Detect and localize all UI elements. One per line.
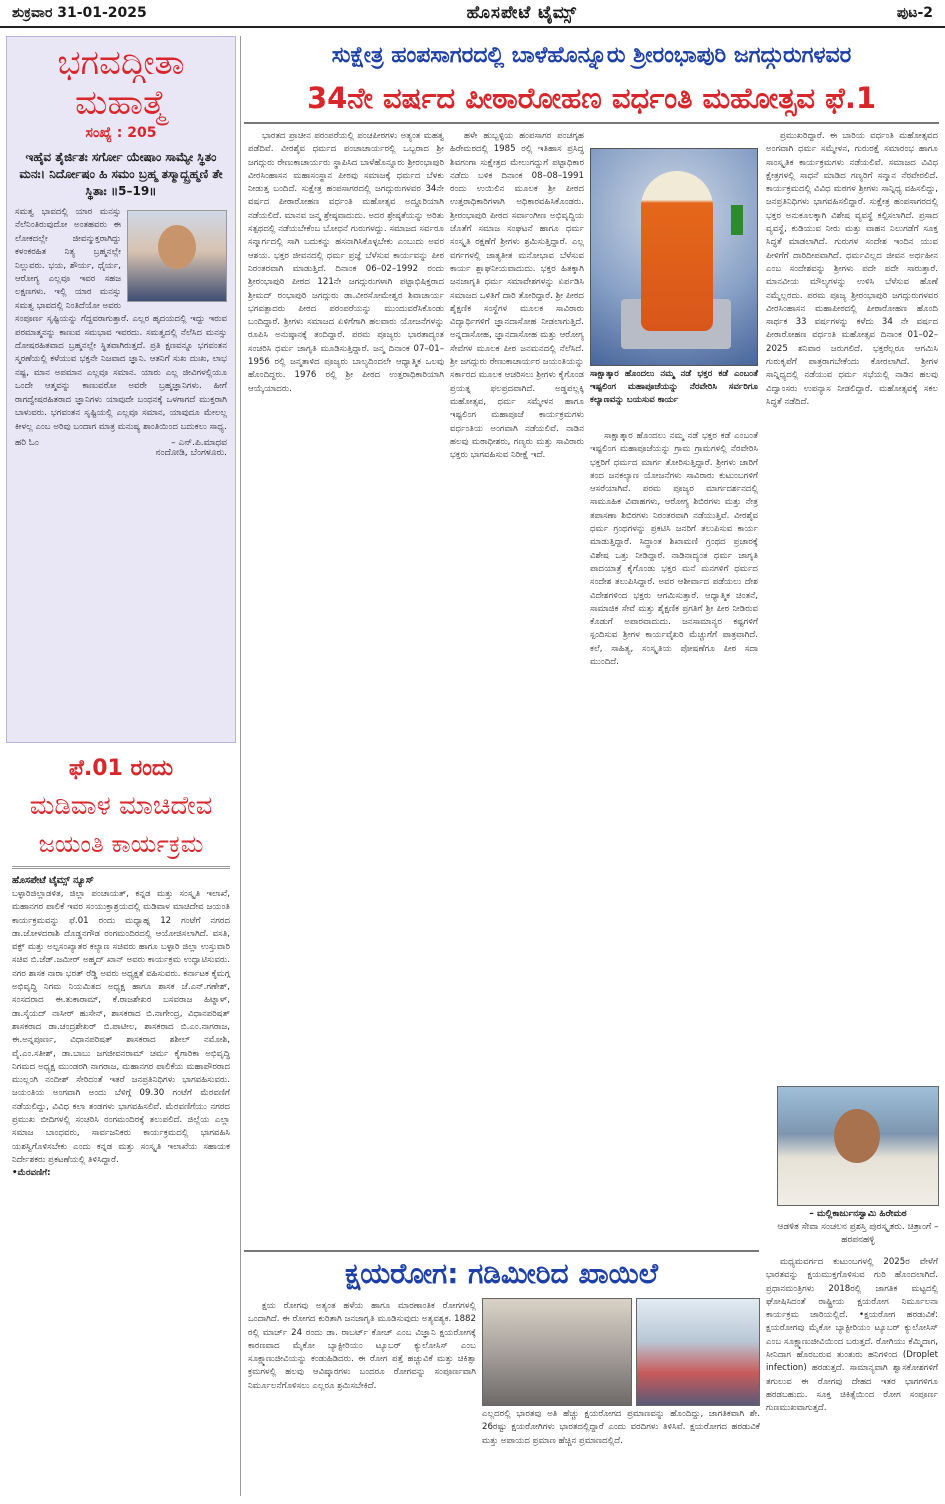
lead-column-1-text: ಭಾರತದ ಪ್ರಾಚೀನ ಪರಂಪರೆಯಲ್ಲಿ ಪಂಚಪೀಠಗಳು ಅತ್ಯಂತ ಮಹತ್ವ ಪಡೆದಿವೆ. ವೀರಶೈವ ಧರ್ಮದ ಪಂಚಾಚಾರ್ಯರಲ್ಲಿ ಒಬ್ಬರಾದ ಶ್ರೀ ಜಗದ್ಗುರು ರೇಣುಕಾಚಾರ್ಯರು ಸ್ಥಾಪಿಸಿದ ಬಾಳೆಹೊನ್ನೂರು ಶ್ರೀರಂಭಾಪುರಿ ವೀರಸಿಂಹಾಸನ ಮಹಾಸಂಸ್ಥಾನ ಪೀಠವು ಸಮಾಜಕ್ಕೆ ಧರ್ಮದ ಬೆಳಕು ನೀಡುತ್ತ ಬಂದಿದೆ. ಸುಕ್ಷೇತ್ರ ಹಂಪಸಾಗರದಲ್ಲಿ ಜಗದ್ಗುರುಗಳವರ 34ನೇ ವರ್ಷದ ಪೀಠಾರೋಹಣ ವರ್ಧಂತಿ ಮಹೋತ್ಸವ ಅದ್ದೂರಿಯಾಗಿ ನಡೆಯಲಿದೆ. ಮಾನವ ಜನ್ಮ ಶ್ರೇಷ್ಠವಾದುದು. ಅದರ ಶ್ರೇಷ್ಠತೆಯನ್ನು ಅರಿತು ಸತ್ಪಥದಲ್ಲಿ ನಡೆಯಬೇಕೆಂಬ ಬೋಧನೆ ಗುರುಗಳದ್ದು. ಸಮಾಜದ ಸರ್ವರೂ ಸನ್ಮಾರ್ಗದಲ್ಲಿ ಸಾಗಿ ಬದುಕನ್ನು ಹಸನಾಗಿಸಿಕೊಳ್ಳಬೇಕು ಎಂಬುದು ಅವರ ಆಶಯ. ಭಕ್ತರ ಜೀವನದಲ್ಲಿ ಧರ್ಮ ಪ್ರಜ್ಞೆ ಬೆಳೆಸುವ ಕಾರ್ಯವನ್ನು ಪೀಠ ನಿರಂತರವಾಗಿ ಮಾಡುತ್ತಿದೆ. ದಿನಾಂಕ 06–02–1992 ರಂದು ಶ್ರೀರಂಭಾಪುರಿ ಪೀಠದ 121ನೇ ಜಗದ್ಗುರುಗಳಾಗಿ ಪಟ್ಟಾಭಿಷಿಕ್ತರಾದ ಶ್ರೀಮದ್ ರಂಭಾಪುರಿ ಜಗದ್ಗುರು ಡಾ.ವೀರಸೋಮೇಶ್ವರ ಶಿವಾಚಾರ್ಯ ಭಗವತ್ಪಾದರು ಪೀಠದ ಪರಂಪರೆಯನ್ನು ಮುಂದುವರೆಸಿಕೊಂಡು ಬಂದಿದ್ದಾರೆ. ಶ್ರೀಗಳು ಸಮಾಜದ ಏಳಿಗೆಗಾಗಿ ಹಲವಾರು ಯೋಜನೆಗಳನ್ನು ರೂಪಿಸಿ ಅನುಷ್ಠಾನಕ್ಕೆ ತಂದಿದ್ದಾರೆ. ಪರಮ ಪೂಜ್ಯರು ಭಾರತಾದ್ಯಂತ ಸಂಚರಿಸಿ ಧರ್ಮ ಜಾಗೃತಿ ಮೂಡಿಸುತ್ತಿದ್ದಾರೆ. ಜನ್ಮ ದಿನಾಂಕ 07–01–1956 ರಲ್ಲಿ ಜನ್ಮತಾಳಿದ ಪೂಜ್ಯರು ಬಾಲ್ಯದಿಂದಲೇ ಆಧ್ಯಾತ್ಮಿಕ ಒಲವು ಹೊಂದಿದ್ದರು. 1976 ರಲ್ಲಿ ಶ್ರೀ ಪೀಠದ ಉತ್ತರಾಧಿಕಾರಿಯಾಗಿ ಆಯ್ಕೆಯಾದರು.: [248, 131, 444, 394]
tb-photo-caption: ಎಲ್ಲದರಲ್ಲಿ ಭಾರತವು ಅತಿ ಹೆಚ್ಚು ಕ್ಷಯರೋಗದ ಪ್ರಮಾಣವನ್ನು ಹೊಂದಿದ್ದು, ಜಾಗತಿಕವಾಗಿ ಶೇ. 26ರಷ್ಟು ಕ್ಷಯರೋಗಿಗಳು ಭಾರತದಲ್ಲಿದ್ದಾರೆ ಎಂದು ವರದಿಗಳು ತಿಳಿಸಿವೆ. ಕ್ಷಯರೋಗದ ಹರಡುವಿಕೆ ಮತ್ತು ಅಪಾಯದ ಪ್ರಮಾಣ ಹೆಚ್ಚಿನ ಪ್ರಮಾಣದಲ್ಲಿದೆ.: [482, 1409, 760, 1446]
tb-column-1: [248, 1300, 476, 1496]
gita-author: – ಎನ್.ಪಿ.ಮಾಧವ: [171, 437, 227, 448]
swami-photo: [590, 148, 758, 366]
gita-signature: [15, 438, 227, 458]
madivala-title-line3: ಜಯಂತಿ ಕಾರ್ಯಕ್ರಮ: [12, 826, 230, 869]
mallikarjuna-photo: [777, 1086, 939, 1206]
gita-title-line2: ಮಹಾತ್ಮೆ: [75, 83, 167, 123]
madivala-body: ಬಳ್ಳಾರಿಜಿಲ್ಲಾಡಳಿತ, ಜಿಲ್ಲಾ ಪಂಚಾಯತ್, ಕನ್ನಡ ಮತ್ತು ಸಂಸ್ಕೃತಿ ಇಲಾಖೆ, ಮಹಾನಗರ ಪಾಲಿಕೆ ಇವರ ಸಂಯುಕ್ತಾಶ್ರಯದಲ್ಲಿ ಮಡಿವಾಳ ಮಾಚಿದೇವ ಜಯಂತಿ ಕಾರ್ಯಕ್ರಮವನ್ನು ಫೆ.01 ರಂದು ಮಧ್ಯಾಹ್ನ 12 ಗಂಟೆಗೆ ನಗರದ ಡಾ.ಜೋಳದರಾಶಿ ದೊಡ್ಡನಗೌಡ ರಂಗಮಂದಿರದಲ್ಲಿ ಆಯೋಜಿಸಲಾಗಿದೆ. ವಸತಿ, ವಕ್ಫ್ ಮತ್ತು ಅಲ್ಪಸಂಖ್ಯಾತರ ಕಲ್ಯಾಣ ಸಚಿವರು ಹಾಗೂ ಬಳ್ಳಾರಿ ಜಿಲ್ಲಾ ಉಸ್ತುವಾರಿ ಸಚಿವ ಬಿ.ಜೆಡ್.ಜಮೀರ್ ಅಹ್ಮದ್ ಖಾನ್ ಅವರು ಕಾರ್ಯಕ್ರಮ ಉದ್ಘಾಟಿಸುವರು. ನಗರ ಶಾಸಕ ನಾರಾ ಭರತ್ ರೆಡ್ಡಿ ಅವರು ಅಧ್ಯಕ್ಷತೆ ವಹಿಸುವರು. ಕರ್ನಾಟಕ ಕೈಮಗ್ಗ ಅಭಿವೃದ್ಧಿ ನಿಗಮ ನಿಯಮಿತದ ಅಧ್ಯಕ್ಷ ಹಾಗೂ ಶಾಸಕ ಜೆ.ಎನ್.ಗಣೇಶ್, ಸಂಸದರಾದ ಈ.ತುಕಾರಾಮ್, ಕೆ.ರಾಜಶೇಖರ ಬಸವರಾಜ ಹಿಟ್ನಾಳ್, ಡಾ.ಸೈಯದ್ ನಾಸೀರ್ ಹುಸೇನ್, ಶಾಸಕರಾದ ಬಿ.ನಾಗೇಂದ್ರ, ವಿಧಾನಪರಿಷತ್ ಶಾಸಕರಾದ ಡಾ.ಚಂದ್ರಶೇಖರ್ ಬಿ.ಪಾಟೀಲ, ಶಾಸಕರಾದ ಬಿ.ಎಂ.ನಾಗರಾಜ, ಈ.ಅನ್ನಪೂರ್ಣ, ವಿಧಾನಪರಿಷತ್ ಶಾಸಕರಾದ ಶಶೀಲ್ ನಮೋಶಿ, ವೈ.ಎಂ.ಸತೀಶ್, ಡಾ.ಬಾಬು ಜಗಜೀವನರಾಮ್ ಚರ್ಮ ಕೈಗಾರಿಕಾ ಅಭಿವೃದ್ಧಿ ನಿಗಮದ ಅಧ್ಯಕ್ಷ ಮುಂಡರಗಿ ನಾಗರಾಜ, ಮಹಾನಗರ ಪಾಲಿಕೆಯ ಮಹಾಪೌರರಾದ ಮುಲ್ಲಂಗಿ ನಂದೀಶ್ ಸೇರಿದಂತೆ ಇತರೆ ಜನಪ್ರತಿನಿಧಿಗಳು ಭಾಗವಹಿಸುವರು. ಜಯಂತಿಯ ಅಂಗವಾಗಿ ಅಂದು ಬೆಳಿಗ್ಗೆ 09.30 ಗಂಟೆಗೆ ಮೆರವಣಿಗೆ ನಡೆಯಲಿದ್ದು, ವಿವಿಧ ಕಲಾ ತಂಡಗಳು ಭಾಗವಹಿಸಲಿವೆ. ಮೆರವಣಿಗೆಯು ನಗರದ ಪ್ರಮುಖ ಬೀದಿಗಳಲ್ಲಿ ಸಂಚರಿಸಿ ರಂಗಮಂದಿರಕ್ಕೆ ತಲುಪಲಿದೆ. ಜಿಲ್ಲೆಯ ಎಲ್ಲಾ ಸಮಾಜ ಬಾಂಧವರು, ಸಾರ್ವಜನಿಕರು ಕಾರ್ಯಕ್ರಮದಲ್ಲಿ ಭಾಗವಹಿಸಿ ಯಶಸ್ವಿಗೊಳಿಸಬೇಕು ಎಂದು ಕನ್ನಡ ಮತ್ತು ಸಂಸ್ಕೃತಿ ಇಲಾಖೆಯ ಸಹಾಯಕ ನಿರ್ದೇಶಕರು ಪ್ರಕಟಣೆಯಲ್ಲಿ ತಿಳಿಸಿದ್ದಾರೆ.: [12, 889, 230, 1165]
gita-sloka: ಇಹೈವ ತೈರ್ಜಿತಃ ಸರ್ಗೋ ಯೇಷಾಂ ಸಾಮ್ಯೇ ಸ್ಥಿತಂ ಮನಃ। ನಿರ್ದೋಷಂ ಹಿ ಸಮಂ ಬ್ರಹ್ಮ ತಸ್ಮಾದ್ಬ್ರಹ್ಮಣಿ ತೇ ಸ್ಥಿತಾಃ ॥5–19॥: [19, 150, 223, 198]
lead-column-1: [248, 130, 444, 1245]
madivala-article: [6, 752, 236, 1492]
mallikarjuna-name: – ಮಲ್ಲಿಕಾರ್ಜುನಸ್ವಾಮಿ ಹಿರೇಮಠ: [809, 1209, 907, 1219]
madivala-title-line1: ಫೆ.01 ರಂದು: [68, 756, 174, 781]
masthead: ಹೊಸಪೇಟೆ ಟೈಮ್ಸ್: [466, 3, 578, 23]
column-divider: [240, 36, 241, 1496]
lead-column-3-text: ಸಾಕ್ಷಾತ್ಕಾರ ಹೊಂದಲು ನಮ್ಮ ನಡೆ ಭಕ್ತರ ಕಡೆ ಎಂಬಂತೆ ಇಷ್ಟಲಿಂಗ ಮಹಾಪೂಜೆಯನ್ನು ಗ್ರಾಮ ಗ್ರಾಮಗಳಲ್ಲಿ ನೆರವೇರಿಸಿ ಭಕ್ತರಿಗೆ ಧರ್ಮದ ಮಾರ್ಗ ತೋರಿಸುತ್ತಿದ್ದಾರೆ. ಶ್ರೀಗಳು ಜಾರಿಗೆ ತಂದ ಜನಕಲ್ಯಾಣ ಯೋಜನೆಗಳು ಸಾವಿರಾರು ಕುಟುಂಬಗಳಿಗೆ ಆಸರೆಯಾಗಿವೆ. ಪರಮ ಪೂಜ್ಯರ ಮಾರ್ಗದರ್ಶನದಲ್ಲಿ ಸಾಮೂಹಿಕ ವಿವಾಹಗಳು, ಆರೋಗ್ಯ ಶಿಬಿರಗಳು ಮತ್ತು ನೇತ್ರ ತಪಾಸಣಾ ಶಿಬಿರಗಳು ನಿರಂತರವಾಗಿ ನಡೆಯುತ್ತಿವೆ. ವೀರಶೈವ ಧರ್ಮ ಗ್ರಂಥಗಳನ್ನು ಪ್ರಕಟಿಸಿ ಜನರಿಗೆ ತಲುಪಿಸುವ ಕಾರ್ಯ ಮಾಡುತ್ತಿದ್ದಾರೆ. ಸಿದ್ಧಾಂತ ಶಿಖಾಮಣಿ ಗ್ರಂಥದ ಪ್ರಚಾರಕ್ಕೆ ವಿಶೇಷ ಒತ್ತು ನೀಡಿದ್ದಾರೆ. ನಾಡಿನಾದ್ಯಂತ ಧರ್ಮ ಜಾಗೃತಿ ಪಾದಯಾತ್ರೆ ಕೈಗೊಂಡು ಭಕ್ತರ ಮನೆ ಮನಗಳಿಗೆ ಧರ್ಮದ ಸಂದೇಶ ತಲುಪಿಸಿದ್ದಾರೆ. ಅವರ ಆಶೀರ್ವಾದ ಪಡೆಯಲು ದೇಶ ವಿದೇಶಗಳಿಂದ ಭಕ್ತರು ಆಗಮಿಸುತ್ತಾರೆ. ಆಧ್ಯಾತ್ಮಿಕ ಚಿಂತನೆ, ಸಾಮಾಜಿಕ ಸೇವೆ ಮತ್ತು ಶೈಕ್ಷಣಿಕ ಪ್ರಗತಿಗೆ ಶ್ರೀ ಪೀಠ ನೀಡಿರುವ ಕೊಡುಗೆ ಅಪಾರವಾದುದು. ಜನಸಾಮಾನ್ಯರ ಕಷ್ಟಗಳಿಗೆ ಸ್ಪಂದಿಸುವ ಶ್ರೀಗಳ ಕಾರ್ಯವೈಖರಿ ಮೆಚ್ಚುಗೆಗೆ ಪಾತ್ರವಾಗಿದೆ. ಕಲೆ, ಸಾಹಿತ್ಯ, ಸಂಸ್ಕೃತಿಯ ಪೋಷಣೆಗೂ ಪೀಠ ಸದಾ ಮುಂದಿದೆ.: [590, 431, 758, 668]
tb-meeting-photo: [482, 1298, 632, 1406]
lead-headline: [244, 36, 939, 124]
swami-photo-caption: ಸಾಕ್ಷಾತ್ಕಾರ ಹೊಂದಲು ನಮ್ಮ ನಡೆ ಭಕ್ತರ ಕಡೆ ಎಂಬಂತೆ ಇಷ್ಟಲಿಂಗ ಮಹಾಪೂಜೆಯನ್ನು ನೆರವೇರಿಸಿ ಸರ್ವರಿಗೂ ಕಲ್ಯಾಣವನ್ನು ಬಯಸುವ ಕಾರ್ಯ: [590, 369, 758, 405]
madivala-dateline: ಹೊಸಪೇಟೆ ಟೈಮ್ಸ್ ನ್ಯೂಸ್: [12, 875, 94, 886]
lead-column-4-text: ಪ್ರಮುಖರಿದ್ದಾರೆ. ಈ ಬಾರಿಯ ವರ್ಧಂತಿ ಮಹೋತ್ಸವದ ಅಂಗವಾಗಿ ಧರ್ಮ ಸಮ್ಮೇಳನ, ಗುರುರಕ್ಷೆ ಸಮಾರಂಭ ಹಾಗೂ ಸಾಂಸ್ಕೃತಿಕ ಕಾರ್ಯಕ್ರಮಗಳು ನಡೆಯಲಿವೆ. ಸಮಾಜದ ವಿವಿಧ ಕ್ಷೇತ್ರಗಳಲ್ಲಿ ಸಾಧನೆ ಮಾಡಿದ ಗಣ್ಯರಿಗೆ ಸನ್ಮಾನ ನೆರವೇರಲಿದೆ. ಕಾರ್ಯಕ್ರಮದಲ್ಲಿ ವಿವಿಧ ಮಠಗಳ ಶ್ರೀಗಳು ಸಾನ್ನಿಧ್ಯ ವಹಿಸಲಿದ್ದು, ಜನಪ್ರತಿನಿಧಿಗಳು ಭಾಗವಹಿಸಲಿದ್ದಾರೆ. ಸುಕ್ಷೇತ್ರ ಹಂಪಸಾಗರದಲ್ಲಿ ಭಕ್ತರ ಅನುಕೂಲಕ್ಕಾಗಿ ವಿಶೇಷ ವ್ಯವಸ್ಥೆ ಕಲ್ಪಿಸಲಾಗಿದೆ. ಪ್ರಸಾದ ವ್ಯವಸ್ಥೆ, ಕುಡಿಯುವ ನೀರು ಮತ್ತು ವಾಹನ ನಿಲುಗಡೆಗೆ ಸೂಕ್ತ ಸಿದ್ಧತೆ ಮಾಡಲಾಗಿದೆ. ಗುರುಗಳ ಸಂದೇಶ ಇಂದಿನ ಯುವ ಪೀಳಿಗೆಗೆ ದಾರಿದೀಪವಾಗಿದೆ. ಧರ್ಮವಿಲ್ಲದ ಜೀವನ ಅರ್ಥಹೀನ ಎಂಬ ಸಂದೇಶವನ್ನು ಶ್ರೀಗಳು ಪದೇ ಪದೇ ಸಾರುತ್ತಾರೆ. ಮಾನವೀಯ ಮೌಲ್ಯಗಳನ್ನು ಉಳಿಸಿ ಬೆಳೆಸುವ ಹೊಣೆ ನಮ್ಮೆಲ್ಲರದು. ಪರಮ ಪೂಜ್ಯ ಶ್ರೀರಂಭಾಪುರಿ ಜಗದ್ಗುರುಗಳವರ ವೀರಸಿಂಹಾಸನ ಮಹಾಪೀಠದಲ್ಲಿ ಪೀಠಾರೋಹಣ ಹೊಂದಿ ಸಾರ್ಥಕ 33 ವರ್ಷಗಳನ್ನು ಕಳೆದು 34 ನೇ ವರ್ಷದ ಪೀಠಾರೋಹಣ ವರ್ಧಂತಿ ಮಹೋತ್ಸವ ದಿನಾಂಕ 01–02–2025 ಶನಿವಾರ ಜರುಗಲಿದೆ. ಭಕ್ತರೆಲ್ಲರೂ ಆಗಮಿಸಿ ಗುರುಕೃಪೆಗೆ ಪಾತ್ರರಾಗಬೇಕೆಂದು ಕೋರಲಾಗಿದೆ. ಶ್ರೀಗಳ ಸಾನ್ನಿಧ್ಯದಲ್ಲಿ ನಡೆಯುವ ಧರ್ಮ ಸಭೆಯಲ್ಲಿ ನಾಡಿನ ಹಲವು ವಿದ್ವಾಂಸರು ಉಪನ್ಯಾಸ ನೀಡಲಿದ್ದಾರೆ. ಮಹೋತ್ಸವಕ್ಕೆ ಸಕಲ ಸಿದ್ಧತೆ ನಡೆದಿದೆ.: [766, 131, 938, 407]
issue-date: ಶುಕ್ರವಾರ 31-01-2025: [12, 5, 147, 21]
tb-column-1-text: ಕ್ಷಯ ರೋಗವು ಅತ್ಯಂತ ಹಳೆಯ ಹಾಗೂ ಮಾರಣಾಂತಿಕ ರೋಗಗಳಲ್ಲಿ ಒಂದಾಗಿದೆ. ಈ ರೋಗದ ಕುರಿತಾಗಿ ಜನಜಾಗೃತಿ ಮೂಡಿಸುವುದು ಅತ್ಯವಶ್ಯಕ. 1882 ರಲ್ಲಿ ಮಾರ್ಚ್ 24 ರಂದು ಡಾ. ರಾಬರ್ಟ್ ಕೋಚ್ ಎಂಬ ವಿಜ್ಞಾನಿ ಕ್ಷಯರೋಗಕ್ಕೆ ಕಾರಣವಾದ ಮೈಕೋ ಬ್ಯಾಕ್ಟೀರಿಯಂ ಟ್ಯೂಬರ್ ಕ್ಯುಲೋಸಿಸ್ ಎಂಬ ಸೂಕ್ಷ್ಮಾಣುಜೀವಿಯನ್ನು ಕಂಡುಹಿಡಿದರು. ಈ ರೋಗ ಪತ್ತೆ ಹಚ್ಚುವಿಕೆ ಮತ್ತು ಚಿಕಿತ್ಸಾ ಕ್ರಮಗಳಲ್ಲಿ ಹಲವು ಆವಿಷ್ಕಾರಗಳು ಬಂದರೂ ರೋಗವನ್ನು ಸಂಪೂರ್ಣವಾಗಿ ನಿರ್ಮೂಲನೆಗೊಳಿಸಲು ಎಲ್ಲರೂ ಶ್ರಮಿಸಬೇಕಿದೆ.: [248, 1301, 476, 1391]
mallikarjuna-caption: [777, 1208, 939, 1247]
lead-title: 34ನೇ ವರ್ಷದ ಪೀಠಾರೋಹಣ ವರ್ಧಂತಿ ಮಹೋತ್ಸವ ಫೆ.1: [306, 81, 877, 115]
tb-column-2: [766, 1256, 938, 1496]
author-photo: [127, 210, 227, 302]
mallikarjuna-role: ಆಡಳಿತ ಸೇವಾ ಸಂಚಲನ ಪ್ರಶಸ್ತಿ ಪುರಸ್ಕೃತರು. ಚಿತ್ರಾಂಗೆ – ಹರಪನಹಳ್ಳಿ: [777, 1222, 939, 1245]
gita-place: ನಂದೋಡಿ, ಬೆಂಗಳೂರು.: [155, 447, 227, 458]
tb-title: ಕ್ಷಯರೋಗ: ಗಡಿಮೀರಿದ ಖಾಯಿಲೆ: [244, 1250, 759, 1294]
gita-title-line1: ಭಗವದ್ಗೀತಾ: [57, 43, 185, 83]
tb-poster-photo: [636, 1298, 760, 1406]
gita-body: ಸಮತ್ವ ಭಾವದಲ್ಲಿ ಯಾರ ಮನಸ್ಸು ನೆಲೆನಿಂತಿರುವುದೋ ಅಂತಹವರು ಈ ಲೋಕದಲ್ಲೇ ಜೀವನ್ಮುಕ್ತರಾಗಿದ್ದು ಕಳಂಕರಹಿತ ನಿತ್ಯ ಬ್ರಹ್ಮನಲ್ಲೇ ನಿಲ್ಲುವರು. ಭಯ, ಶೌರ್ಯ, ಧೈರ್ಯ, ಆರೋಗ್ಯ ಎಲ್ಲವೂ ಇವರ ಸಹಜ ಲಕ್ಷಣಗಳು. ಇಲ್ಲಿ ಯಾರ ಮನಸ್ಸು ಸಮತ್ವ ಭಾವದಲ್ಲಿ ನಿಂತಿದೆಯೋ ಅವರು ಸಂಪೂರ್ಣ ಸೃಷ್ಟಿಯನ್ನು ಗೆದ್ದವರಾಗುತ್ತಾರೆ. ಎಲ್ಲರ ಹೃದಯದಲ್ಲಿ ಇದ್ದು ಇರುವ ಪರಮಾತ್ಮನನ್ನು ಕಾಣುವ ಸಮಭಾವ ಇವರದು. ಸಮತ್ವದಲ್ಲಿ ನೆಲೆಸಿದ ಮನಸ್ಸು ದೋಷರಹಿತವಾದ ಬ್ರಹ್ಮನಲ್ಲೇ ಸ್ಥಿತವಾಗಿರುತ್ತದೆ. ಪ್ರತಿ ಕ್ಷಣವನ್ನೂ ಭಗವಂತನ ಸ್ಮರಣೆಯಲ್ಲಿ ಕಳೆಯುವ ಭಕ್ತನೇ ನಿಜವಾದ ಜ್ಞಾನಿ. ಆತನಿಗೆ ಸುಖ ದುಃಖ, ಲಾಭ ನಷ್ಟ, ಮಾನ ಅಪಮಾನ ಎಲ್ಲವೂ ಸಮಾನ. ಯಾರು ಎಲ್ಲ ಜೀವಿಗಳಲ್ಲಿಯೂ ಒಂದೇ ಆತ್ಮವನ್ನು ಕಾಣುವರೋ ಅವರೇ ಬ್ರಹ್ಮಜ್ಞಾನಿಗಳು. ಹೀಗೆ ರಾಗದ್ವೇಷರಹಿತರಾದ ಜ್ಞಾನಿಗಳು ಯಾವುದೇ ಬಂಧನಕ್ಕೆ ಒಳಗಾಗದೆ ಮುಕ್ತರಾಗಿ ಬಾಳುವರು. ಭಗವಂತನ ಸೃಷ್ಟಿಯಲ್ಲಿ ಎಲ್ಲವೂ ಸಮಾನ, ಯಾವುದೂ ಮೇಲಲ್ಲ ಕೀಳಲ್ಲ ಎಂಬ ಅರಿವು ಬಂದಾಗ ಮಾತ್ರ ಮನುಷ್ಯ ಶಾಂತಿಯಿಂದ ಬದುಕಲು ಸಾಧ್ಯ.: [15, 207, 227, 432]
lead-column-4: [766, 130, 938, 1080]
lead-kicker: ಸುಕ್ಷೇತ್ರ ಹಂಪಸಾಗರದಲ್ಲಿ ಬಾಳೆಹೊನ್ನೂರು ಶ್ರೀರಂಭಾಪುರಿ ಜಗದ್ಗುರುಗಳವರ: [331, 43, 852, 68]
gita-closing: ಹರಿ ಓಂ: [15, 437, 39, 448]
page-number: ಪುಟ-2: [896, 5, 933, 21]
lead-column-2-text: ಹಳೇ ಹುಬ್ಬಳ್ಳಿಯ ಹಂಪಸಾಗರ ಪಂಚಗೃಹ ಹಿರೇಮಠದಲ್ಲಿ 1985 ರಲ್ಲಿ ಇತಿಹಾಸ ಪ್ರಸಿದ್ಧ ಶಿವಗಂಗಾ ಸುಕ್ಷೇತ್ರದ ಮೇಲುಗದ್ದುಗೆ ಪಟ್ಟಾಧಿಕಾರ ನಡೆದು ಬಳಿಕ ದಿನಾಂಕ 08–08–1991 ರಂದು ಉಯಿಲಿನ ಮೂಲಕ ಶ್ರೀ ಪೀಠದ ಉತ್ತರಾಧಿಕಾರಿಗಳಾಗಿ ಅಧಿಕಾರವಹಿಸಿಕೊಂಡರು. ಶ್ರೀರಂಭಾಪುರಿ ಪೀಠದ ಸರ್ವಾಂಗೀಣ ಅಭಿವೃದ್ಧಿಯ ಜೊತೆಗೆ ಸಮಾಜ ಸಂಘಟನೆ ಹಾಗೂ ಧರ್ಮ ಸಂಸ್ಕೃತಿ ರಕ್ಷಣೆಗೆ ಶ್ರೀಗಳು ಶ್ರಮಿಸುತ್ತಿದ್ದಾರೆ. ಎಲ್ಲ ವರ್ಗಗಳಲ್ಲಿ ಜಾತ್ಯತೀತ ಮನೋಭಾವ ಬೆಳೆಸುವ ಕಾರ್ಯ ಶ್ಲಾಘನೀಯವಾದುದು. ಭಕ್ತರ ಹಿತಕ್ಕಾಗಿ ಜನಜಾಗೃತಿ ಧರ್ಮ ಸಮಾವೇಶಗಳನ್ನು ಏರ್ಪಡಿಸಿ ಸಮಾಜದ ಒಳಿತಿಗೆ ದಾರಿ ತೋರಿದ್ದಾರೆ. ಶ್ರೀ ಪೀಠದ ಶೈಕ್ಷಣಿಕ ಸಂಸ್ಥೆಗಳ ಮೂಲಕ ಸಾವಿರಾರು ವಿದ್ಯಾರ್ಥಿಗಳಿಗೆ ಜ್ಞಾನದಾಸೋಹ ನೀಡಲಾಗುತ್ತಿದೆ. ಅನ್ನದಾಸೋಹ, ಜ್ಞಾನದಾಸೋಹ ಮತ್ತು ಆರೋಗ್ಯ ಸೇವೆಗಳ ಮೂಲಕ ಪೀಠ ಜನಮನದಲ್ಲಿ ನೆಲೆಸಿದೆ. ಶ್ರೀ ಜಗದ್ಗುರು ರೇಣುಕಾಚಾರ್ಯರ ಜಯಂತಿಯನ್ನು ಸರ್ಕಾರದ ಮೂಲಕ ಆಚರಿಸಲು ಶ್ರೀಗಳು ಕೈಗೊಂಡ ಪ್ರಯತ್ನ ಫಲಪ್ರದವಾಗಿದೆ. ಅಡ್ಡಪಲ್ಲಕ್ಕಿ ಮಹೋತ್ಸವ, ಧರ್ಮ ಸಮ್ಮೇಳನ ಹಾಗೂ ಇಷ್ಟಲಿಂಗ ಮಹಾಪೂಜೆ ಕಾರ್ಯಕ್ರಮಗಳು ವರ್ಧಂತಿಯ ಅಂಗವಾಗಿ ನಡೆಯಲಿವೆ. ನಾಡಿನ ಹಲವು ಮಠಾಧೀಶರು, ಗಣ್ಯರು ಮತ್ತು ಸಾವಿರಾರು ಭಕ್ತರು ಭಾಗವಹಿಸುವ ನಿರೀಕ್ಷೆ ಇದೆ.: [450, 131, 584, 461]
tb-column-2-text: ಮಧ್ಯಮವರ್ಗದ ಕುಟುಂಬಗಳಲ್ಲಿ 2025ರ ವೇಳೆಗೆ ಭಾರತವನ್ನು ಕ್ಷಯಮುಕ್ತಗೊಳಿಸುವ ಗುರಿ ಹೊಂದಲಾಗಿದೆ. ಪ್ರಧಾನಮಂತ್ರಿಗಳು 2018ರಲ್ಲಿ ಜಾಗತಿಕ ಮಟ್ಟದಲ್ಲಿ ಘೋಷಿಸಿದಂತೆ ರಾಷ್ಟ್ರೀಯ ಕ್ಷಯರೋಗ ನಿರ್ಮೂಲನಾ ಕಾರ್ಯಕ್ರಮ ಜಾರಿಯಲ್ಲಿದೆ. •ಕ್ಷಯರೋಗ ಹರಡುವಿಕೆ: ಕ್ಷಯರೋಗವು ಮೈಕೋ ಬ್ಯಾಕ್ಟೀರಿಯಂ ಟ್ಯೂಬರ್ ಕ್ಯುಲೋಸಿಸ್ ಎಂಬ ಸೂಕ್ಷ್ಮಾಣುಜೀವಿಯಿಂದ ಬರುತ್ತದೆ. ರೋಗಿಯು ಕೆಮ್ಮಿದಾಗ, ಸೀನಿದಾಗ ಹೊರಬರುವ ತುಂತುರು ಹನಿಗಳಿಂದ (Droplet infection) ಹರಡುತ್ತದೆ. ಸಾಮಾನ್ಯವಾಗಿ ಶ್ವಾಸಕೋಶಗಳಿಗೆ ತಗುಲುವ ಈ ರೋಗವು ದೇಹದ ಇತರ ಭಾಗಗಳಿಗೂ ಹರಡಬಹುದು. ಸೂಕ್ತ ಚಿಕಿತ್ಸೆಯಿಂದ ರೋಗ ಸಂಪೂರ್ಣ ಗುಣಮುಖವಾಗುತ್ತದೆ.: [766, 1257, 938, 1414]
gita-number: ಸಂಖ್ಯೆ : 205: [85, 125, 157, 141]
lead-column-3: [590, 430, 758, 1245]
madivala-title-line2: ಮಡಿವಾಳ ಮಾಚಿದೇವ: [29, 791, 213, 821]
flag-shape: [731, 205, 743, 235]
lead-column-2: [450, 130, 584, 1245]
gita-box: [6, 36, 236, 743]
swami-figure: [641, 171, 713, 331]
madivala-procession-label: •ಮೆರವಣಿಗೆ:: [12, 1168, 51, 1179]
page-header: [0, 0, 945, 28]
